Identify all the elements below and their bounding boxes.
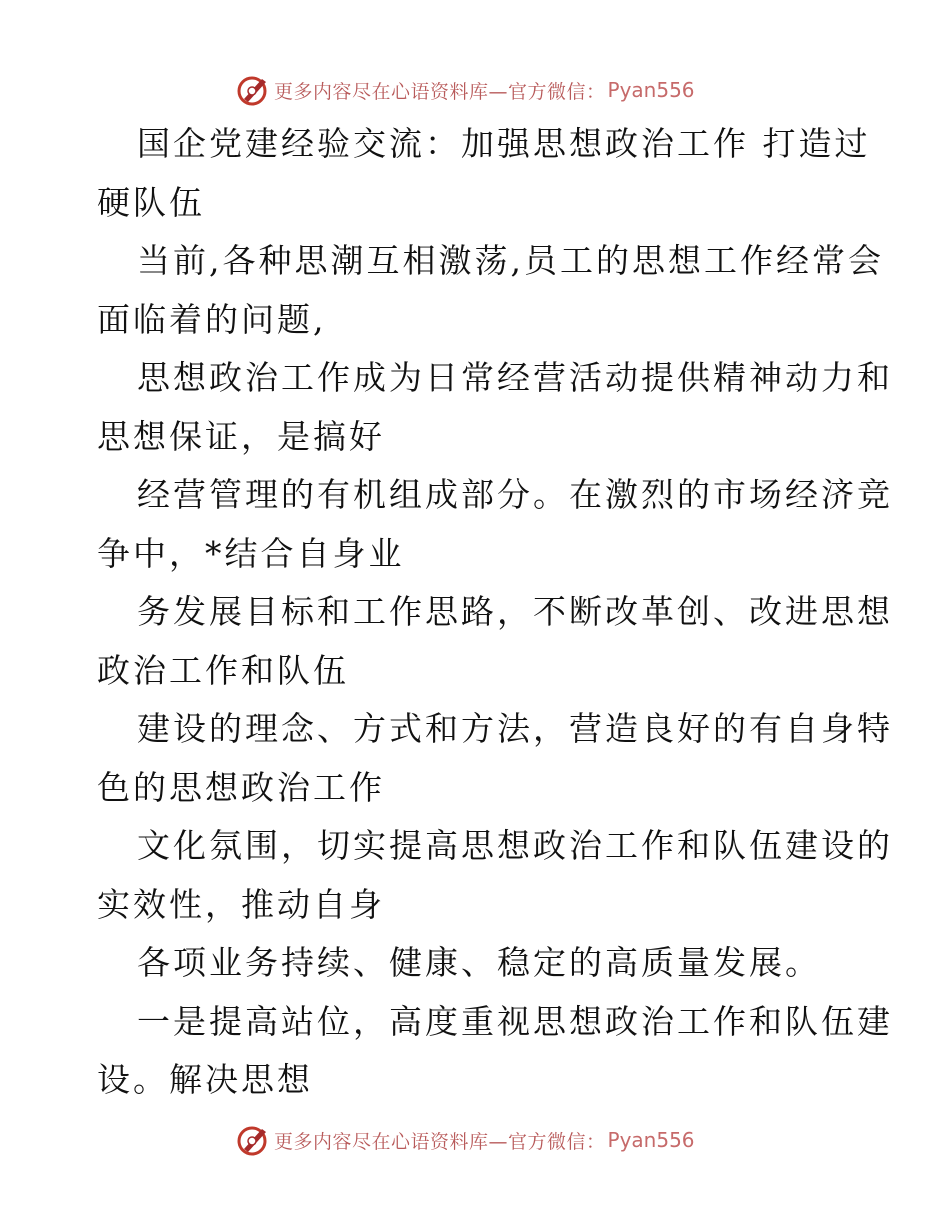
text-line: 经营管理的有机组成部分。在激烈的市场经济竞 [137, 475, 893, 514]
text-line: 建设的理念、方式和方法，营造良好的有自身特 [137, 709, 893, 748]
text-line: 当前,各种思潮互相激荡,员工的思想工作经常会 [137, 241, 884, 280]
pen-circle-icon [236, 73, 270, 107]
text-line: 政治工作和队伍 [97, 650, 349, 690]
pen-circle-icon [236, 1123, 270, 1157]
paragraph-3 [97, 349, 893, 466]
paragraph-8 [97, 934, 857, 993]
text-line: 面临着的问题, [97, 299, 327, 339]
paragraph-5 [97, 583, 893, 700]
header-watermark [236, 72, 695, 108]
paragraph-4 [97, 466, 893, 583]
watermark-wechat-id: Pyan556 [607, 78, 695, 102]
text-line: 各项业务持续、健康、稳定的高质量发展。 [137, 943, 821, 982]
paragraph-6 [97, 700, 893, 817]
watermark-text: 更多内容尽在心语资料库—官方微信： [274, 1130, 606, 1153]
text-line: 实效性，推动自身 [97, 884, 385, 924]
watermark-text: 更多内容尽在心语资料库—官方微信： [274, 80, 606, 103]
text-line: 色的思想政治工作 [97, 767, 385, 807]
text-line: 设。解决思想 [97, 1060, 313, 1099]
watermark-wechat-id: Pyan556 [607, 1128, 695, 1152]
footer-watermark [236, 1122, 695, 1158]
paragraph-9 [97, 993, 893, 1110]
document-body [97, 115, 893, 1110]
text-line: 思想政治工作成为日常经营活动提供精神动力和 [137, 358, 893, 397]
text-line: 文化氛围，切实提高思想政治工作和队伍建设的 [137, 826, 893, 865]
paragraph-1 [97, 115, 871, 232]
text-line: 务发展目标和工作思路，不断改革创、改进思想 [137, 592, 893, 631]
text-line: 硬队伍 [97, 182, 205, 222]
paragraph-7 [97, 817, 893, 934]
paragraph-2 [97, 232, 884, 349]
text-line: 思想保证，是搞好 [97, 416, 385, 456]
text-line: 国企党建经验交流：加强思想政治工作 打造过 [137, 124, 871, 163]
text-line: 一是提高站位，高度重视思想政治工作和队伍建 [137, 1001, 893, 1041]
text-line: 争中，*结合自身业 [97, 533, 405, 573]
